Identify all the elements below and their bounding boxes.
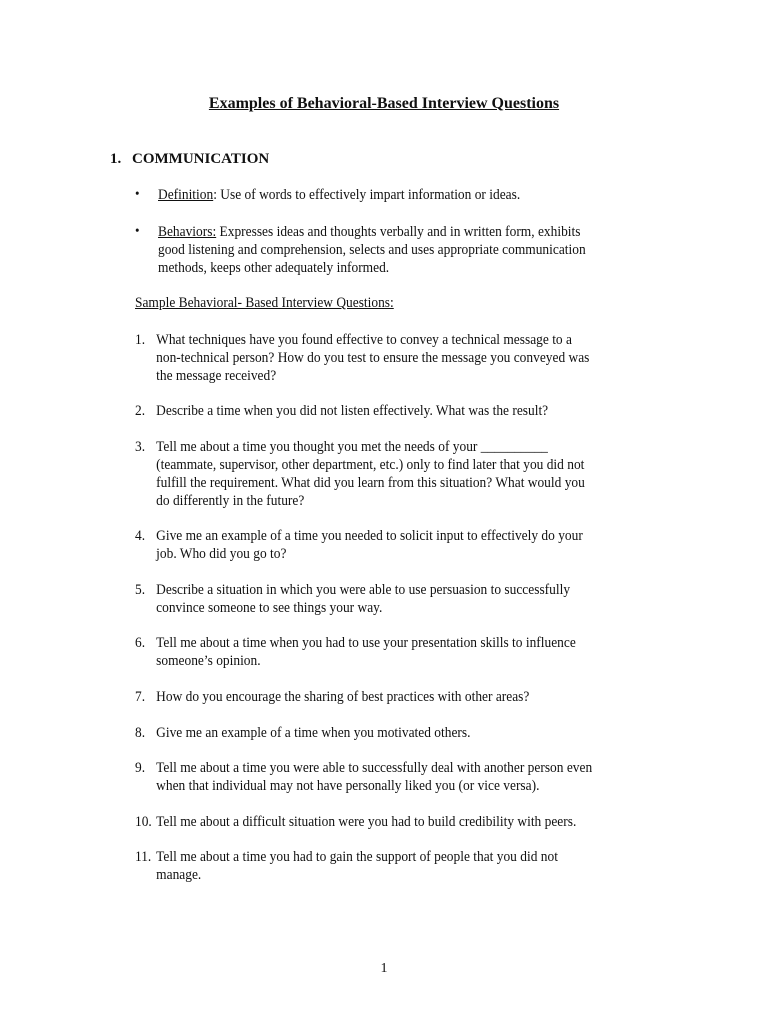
document-title: Examples of Behavioral-Based Interview Questions [208,95,560,112]
question-line: Tell me about a difficult situation were you had to build credibility with peers. [156,814,577,830]
bullet-line [158,223,655,241]
question-line: (teammate, supervisor, other department, etc.) only to find later that you did not [156,457,585,473]
section-title: COMMUNICATION [132,151,270,167]
bullet-term: Definition [158,187,214,203]
question-text [156,813,671,831]
page-number: 1 [380,961,388,976]
bullet-line [158,186,655,204]
question-line: Tell me about a time when you had to use your presentation skills to influence [156,635,576,651]
bullet-text [158,223,655,277]
bullet-line-text: Expresses ideas and thoughts verbally and in written form, exhibits [219,224,581,240]
question-line: non-technical person? How do you test to ensure the message you conveyed was [156,350,590,366]
question-line: Tell me about a time you thought you met the needs of your __________ [156,439,548,455]
question-number: 5. [135,582,146,598]
question-text [156,402,671,420]
question-text [156,724,671,742]
question-number: 4. [135,528,146,544]
bullet-dot: • [135,224,140,239]
question-text [156,581,671,617]
question-line: when that individual may not have personally liked you (or vice versa). [156,778,540,794]
bullet-term: Behaviors: [158,224,217,240]
bullet-dot: • [135,187,140,202]
question-text [156,438,671,510]
question-text [156,331,671,385]
question-number: 7. [135,689,146,705]
question-line: manage. [156,867,202,883]
question-line: Describe a time when you did not listen effectively. What was the result? [156,403,549,419]
bullet-term-separator: : [213,187,217,203]
question-number: 9. [135,760,146,776]
bullet-line-text: Use of words to effectively impart information or ideas. [220,187,521,203]
question-line: What techniques have you found effective to convey a technical message to a [156,332,572,348]
question-line: the message received? [156,368,277,384]
question-text [156,688,671,706]
question-line: someone’s opinion. [156,653,261,669]
question-number: 8. [135,725,146,741]
bullet-text [158,186,655,204]
question-text [156,848,671,884]
question-line: Give me an example of a time you needed to solicit input to effectively do your [156,528,583,544]
question-text [156,759,671,795]
question-number: 2. [135,403,146,419]
bullet-line: good listening and comprehension, selects and uses appropriate communication [158,242,586,258]
question-number: 10. [135,814,152,830]
question-line: fulfill the requirement. What did you learn from this situation? What would you [156,475,585,491]
question-line: do differently in the future? [156,493,305,509]
question-line: convince someone to see things your way. [156,600,383,616]
question-line: Tell me about a time you had to gain the support of people that you did not [156,849,558,865]
question-text [156,634,671,670]
question-line: job. Who did you go to? [156,546,287,562]
question-line: Tell me about a time you were able to successfully deal with another person even [156,760,593,776]
section-heading [110,149,269,169]
questions-subheading: Sample Behavioral- Based Interview Questions: [135,295,394,311]
question-number: 1. [135,332,146,348]
question-line: Give me an example of a time when you motivated others. [156,725,471,741]
question-line: Describe a situation in which you were able to use persuasion to successfully [156,582,571,598]
question-number: 3. [135,439,146,455]
question-number: 6. [135,635,146,651]
question-text [156,527,671,563]
bullet-line: methods, keeps other adequately informed. [158,260,390,276]
question-number: 11. [135,849,152,865]
section-number: 1. [110,151,122,167]
question-line: How do you encourage the sharing of best practices with other areas? [156,689,530,705]
